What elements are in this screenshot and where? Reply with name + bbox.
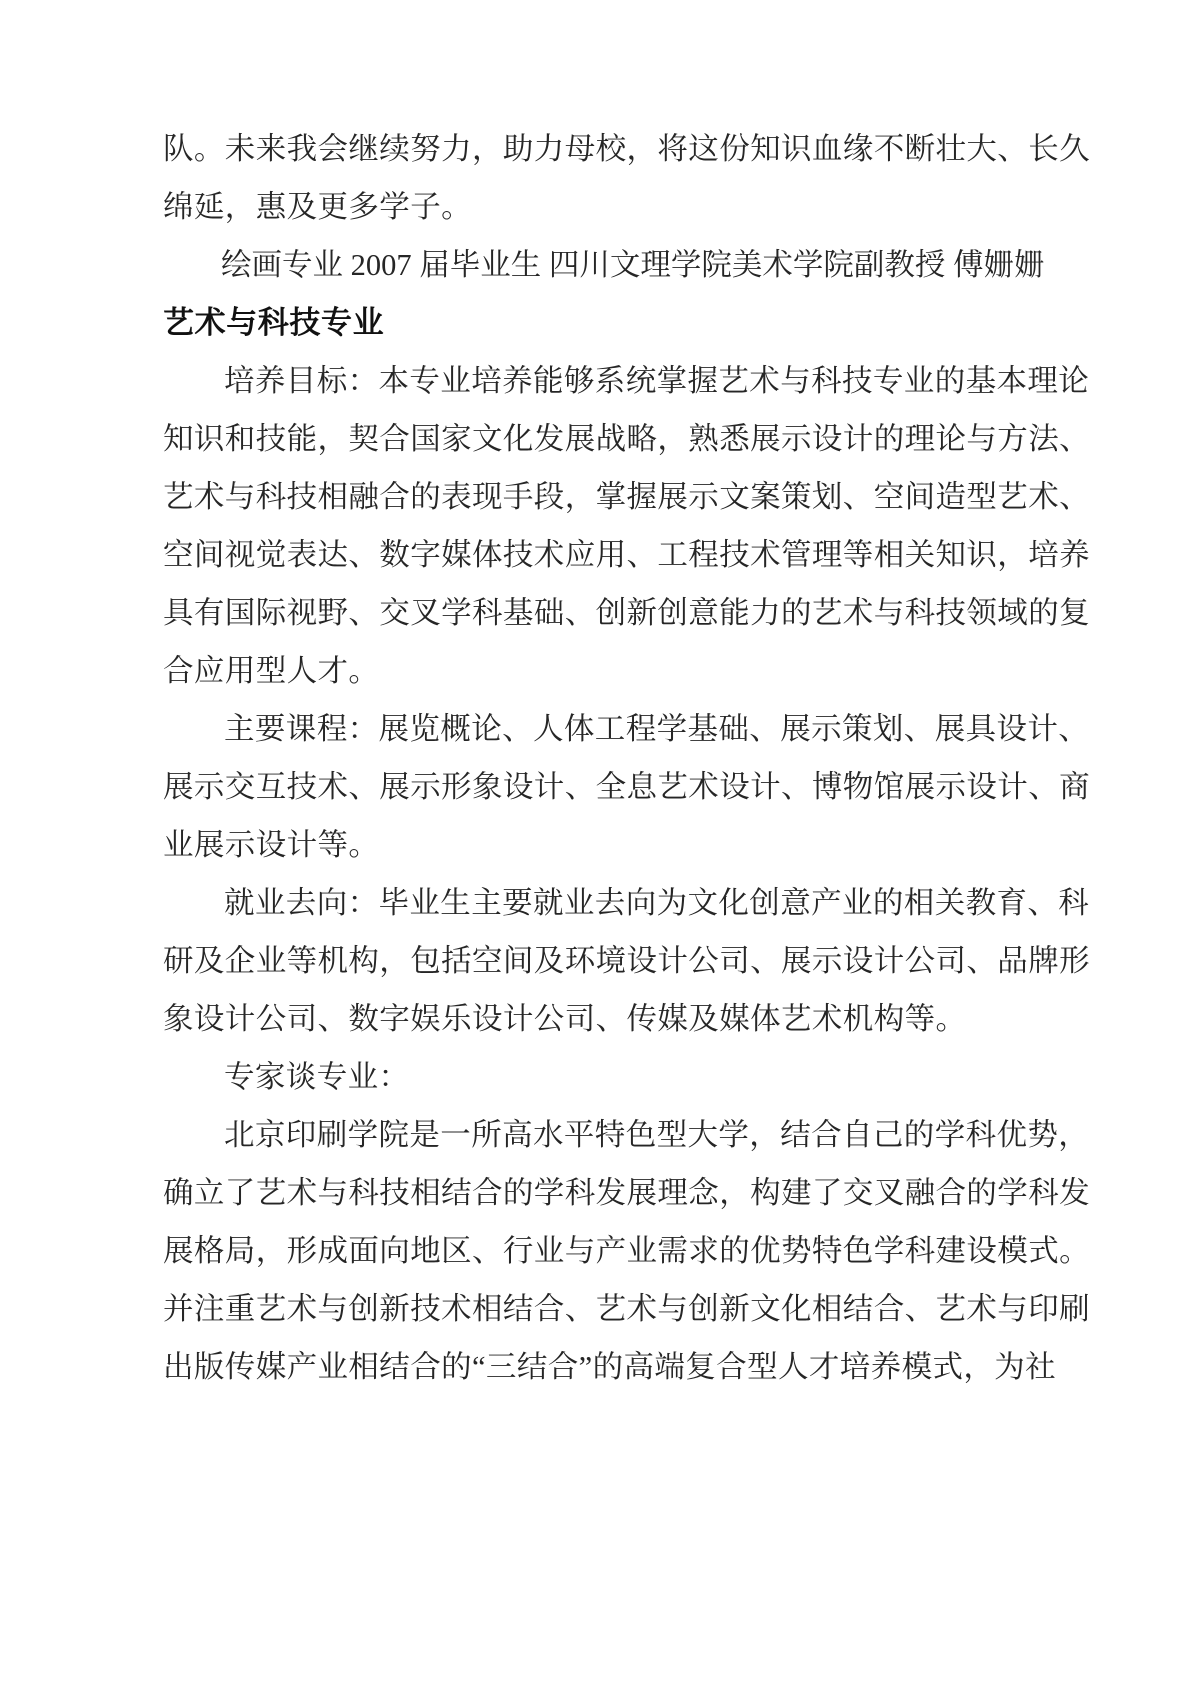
paragraph-main-courses [163, 700, 1090, 874]
text-line: 展格局，形成面向地区、行业与产业需求的优势特色学科建设模式。 [163, 1234, 1090, 1268]
text-line: 出版传媒产业相结合的“三结合”的高端复合型人才培养模式，为社 [163, 1350, 1057, 1384]
text-line: 确立了艺术与科技相结合的学科发展理念，构建了交叉融合的学科发 [163, 1176, 1090, 1210]
text-line: 研及企业等机构，包括空间及环境设计公司、展示设计公司、品牌形 [163, 944, 1090, 978]
text-line: 培养目标：本专业培养能够系统掌握艺术与科技专业的基本理论 [224, 364, 1090, 398]
paragraph-alumni-attribution [163, 236, 1045, 294]
paragraph-training-objectives [163, 352, 1090, 700]
text-line: 就业去向：毕业生主要就业去向为文化创意产业的相关教育、科 [224, 886, 1090, 920]
paragraph-expert-talk-label [163, 1048, 953, 1106]
paragraph-alumni-message-continued [163, 120, 1090, 236]
text-line: 并注重艺术与创新技术相结合、艺术与创新文化相结合、艺术与印刷 [163, 1292, 1090, 1326]
attribution-line: 绘画专业 2007 届毕业生 四川文理学院美术学院副教授 傅姗姗 [221, 248, 1045, 282]
text-line: 合应用型人才。 [163, 654, 380, 688]
text-line: 空间视觉表达、数字媒体技术应用、工程技术管理等相关知识，培养 [163, 538, 1090, 572]
text-line: 象设计公司、数字娱乐设计公司、传媒及媒体艺术机构等。 [163, 1002, 967, 1036]
text-line: 知识和技能，契合国家文化发展战略，熟悉展示设计的理论与方法、 [163, 422, 1090, 456]
paragraph-expert-talk-body [163, 1106, 1090, 1396]
paragraph-employment-direction [163, 874, 1090, 1048]
page-text-column [163, 120, 1090, 1396]
text-line: 绵延，惠及更多学子。 [163, 190, 472, 224]
text-line: 队。未来我会继续努力，助力母校，将这份知识血缘不断壮大、长久 [163, 132, 1090, 166]
text-line: 业展示设计等。 [163, 828, 380, 862]
text-line: 艺术与科技相融合的表现手段，掌握展示文案策划、空间造型艺术、 [163, 480, 1090, 514]
page-title: 艺术与科技专业 [163, 305, 385, 340]
text-line: 主要课程：展览概论、人体工程学基础、展示策划、展具设计、 [224, 712, 1090, 746]
text-line: 专家谈专业： [224, 1060, 410, 1094]
text-line: 具有国际视野、交叉学科基础、创新创意能力的艺术与科技领域的复 [163, 596, 1090, 630]
text-line: 展示交互技术、展示形象设计、全息艺术设计、博物馆展示设计、商 [163, 770, 1090, 804]
text-line: 北京印刷学院是一所高水平特色型大学，结合自己的学科优势， [224, 1118, 1090, 1152]
section-heading-major [163, 294, 953, 352]
